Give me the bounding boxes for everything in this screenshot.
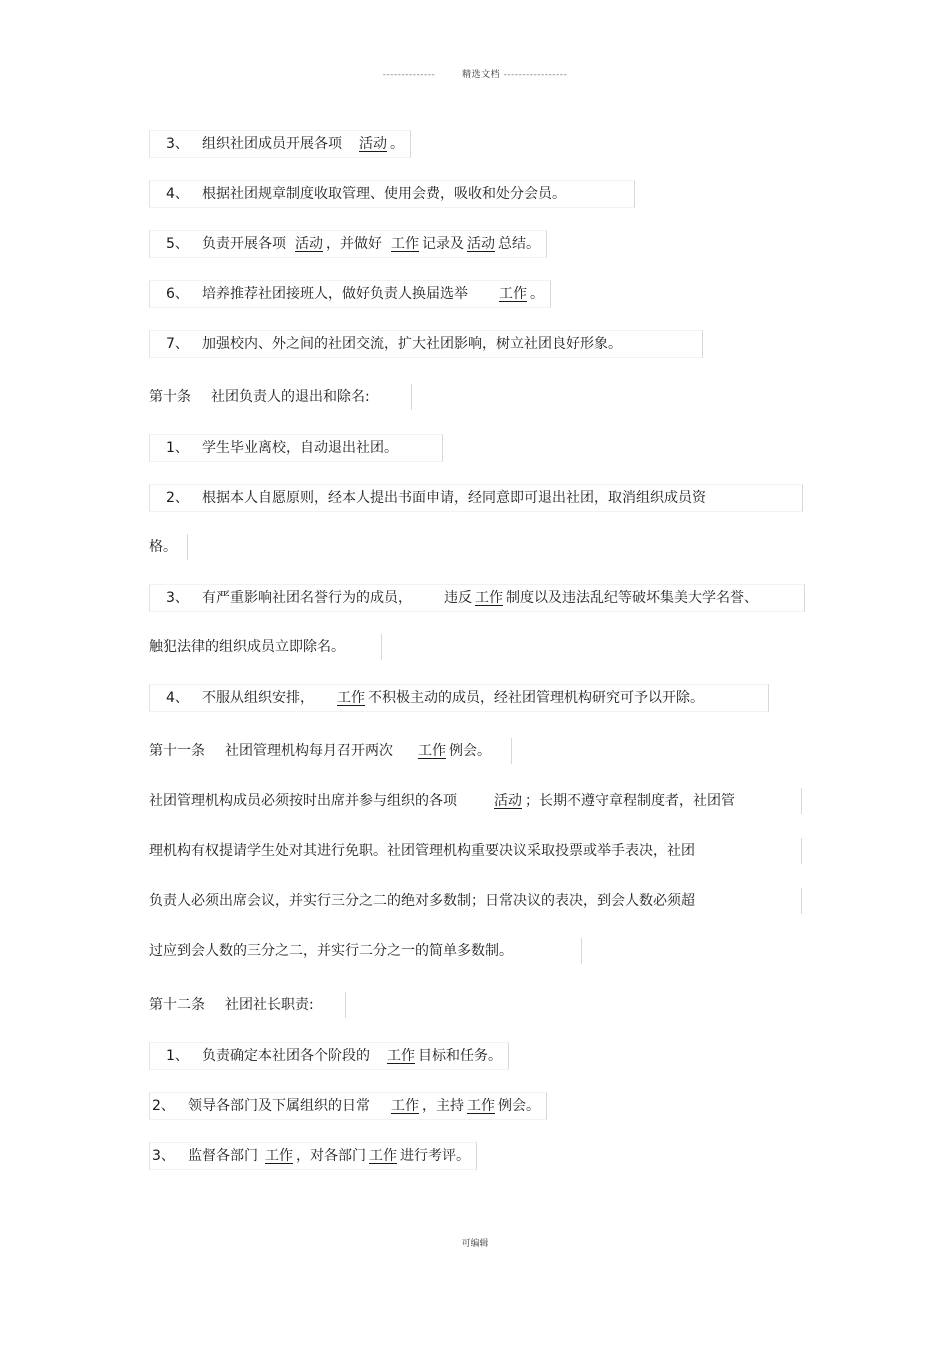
text: 违反 xyxy=(444,590,472,606)
list-item xyxy=(149,130,411,158)
list-item xyxy=(149,180,635,208)
text: 。 xyxy=(530,286,544,302)
article-heading xyxy=(149,992,346,1018)
text: 理机构有权提请学生处对其进行免职。社团管理机构重要决议采取投票或举手表决，社团 xyxy=(149,843,695,859)
article-title: 社团管理机构每月召开两次 xyxy=(225,743,393,759)
article-number: 第十条 xyxy=(149,389,191,405)
item-number: 1、 xyxy=(166,440,189,456)
underlined-term: 工作 xyxy=(499,286,527,302)
header-left-dash: -------------- xyxy=(382,70,436,80)
list-item xyxy=(149,1042,509,1070)
article-title: 社团社长职责: xyxy=(225,997,314,1013)
continuation-line xyxy=(149,634,382,660)
header-right-dash: ----------------- xyxy=(503,70,568,80)
paragraph-line xyxy=(149,888,802,914)
text: ，主持 xyxy=(422,1098,464,1114)
page-header xyxy=(0,67,950,80)
text: 制度以及违法乱纪等破坏集美大学名誉、 xyxy=(506,590,758,606)
text: 培养推荐社团接班人，做好负责人换届选举 xyxy=(202,286,468,302)
text: 不服从组织安排， xyxy=(202,690,314,706)
text: 总结。 xyxy=(498,236,540,252)
list-item xyxy=(149,330,703,358)
list-item xyxy=(149,684,769,712)
text: 负责人必须出席会议，并实行三分之二的绝对多数制；日常决议的表决，到会人数必须超 xyxy=(149,893,695,909)
text: ，对各部门 xyxy=(296,1148,366,1164)
page-footer: 可编辑 xyxy=(461,1239,489,1249)
list-item xyxy=(149,584,805,612)
text: 负责开展各项 xyxy=(202,236,286,252)
text: 组织社团成员开展各项 xyxy=(202,136,342,152)
underlined-term: 工作 xyxy=(369,1148,397,1164)
text: 不积极主动的成员，经社团管理机构研究可予以开除。 xyxy=(368,690,704,706)
item-number: 3、 xyxy=(166,136,189,152)
text: 有严重影响社团名誉行为的成员， xyxy=(202,590,412,606)
underlined-term: 活动 xyxy=(359,136,387,152)
list-item xyxy=(149,280,551,308)
underlined-term: 工作 xyxy=(391,236,419,252)
article-number: 第十一条 xyxy=(149,743,205,759)
item-number: 4、 xyxy=(166,690,189,706)
text: 。 xyxy=(390,136,404,152)
text: ，并做好 xyxy=(326,236,382,252)
underlined-term: 活动 xyxy=(467,236,495,252)
text: 格。 xyxy=(149,539,177,555)
text: 进行考评。 xyxy=(400,1148,470,1164)
underlined-term: 工作 xyxy=(337,690,365,706)
item-number: 2、 xyxy=(152,1098,175,1114)
underlined-term: 工作 xyxy=(418,743,446,759)
underlined-term: 活动 xyxy=(494,793,522,809)
article-title: 社团负责人的退出和除名: xyxy=(211,389,370,405)
text: 触犯法律的组织成员立即除名。 xyxy=(149,639,345,655)
item-number: 1、 xyxy=(166,1048,189,1064)
list-item xyxy=(149,434,443,462)
underlined-term: 工作 xyxy=(391,1098,419,1114)
continuation-line xyxy=(149,534,188,560)
item-number: 7、 xyxy=(166,336,189,352)
paragraph-line xyxy=(149,838,802,864)
text: 负责确定本社团各个阶段的 xyxy=(202,1048,370,1064)
item-number: 3、 xyxy=(166,590,189,606)
article-number: 第十二条 xyxy=(149,997,205,1013)
text: 社团管理机构成员必须按时出席并参与组织的各项 xyxy=(149,793,457,809)
item-number: 3、 xyxy=(152,1148,175,1164)
item-number: 2、 xyxy=(166,490,189,506)
text: ；长期不遵守章程制度者，社团管 xyxy=(525,793,735,809)
text: 学生毕业离校，自动退出社团。 xyxy=(202,440,398,456)
underlined-term: 工作 xyxy=(467,1098,495,1114)
underlined-term: 活动 xyxy=(295,236,323,252)
underlined-term: 工作 xyxy=(475,590,503,606)
item-number: 6、 xyxy=(166,286,189,302)
item-number: 4、 xyxy=(166,186,189,202)
article-heading xyxy=(149,738,512,764)
text: 记录及 xyxy=(422,236,464,252)
text: 监督各部门 xyxy=(188,1148,258,1164)
paragraph-line xyxy=(149,788,802,814)
article-heading xyxy=(149,384,412,410)
text: 加强校内、外之间的社团交流，扩大社团影响，树立社团良好形象。 xyxy=(202,336,622,352)
text: 例会。 xyxy=(498,1098,540,1114)
underlined-term: 工作 xyxy=(387,1048,415,1064)
paragraph-line xyxy=(149,938,582,964)
text: 目标和任务。 xyxy=(418,1048,502,1064)
list-item xyxy=(149,230,547,258)
item-number: 5、 xyxy=(166,236,189,252)
list-item xyxy=(149,1092,547,1120)
text: 领导各部门及下属组织的日常 xyxy=(188,1098,370,1114)
text: 根据社团规章制度收取管理、使用会费，吸收和处分会员。 xyxy=(202,186,566,202)
text: 例会。 xyxy=(449,743,491,759)
list-item xyxy=(149,1142,477,1170)
underlined-term: 工作 xyxy=(265,1148,293,1164)
header-title: 精选文档 xyxy=(462,70,501,80)
text: 根据本人自愿原则，经本人提出书面申请，经同意即可退出社团，取消组织成员资 xyxy=(202,490,706,506)
list-item xyxy=(149,484,803,512)
text: 过应到会人数的三分之二，并实行二分之一的简单多数制。 xyxy=(149,943,513,959)
